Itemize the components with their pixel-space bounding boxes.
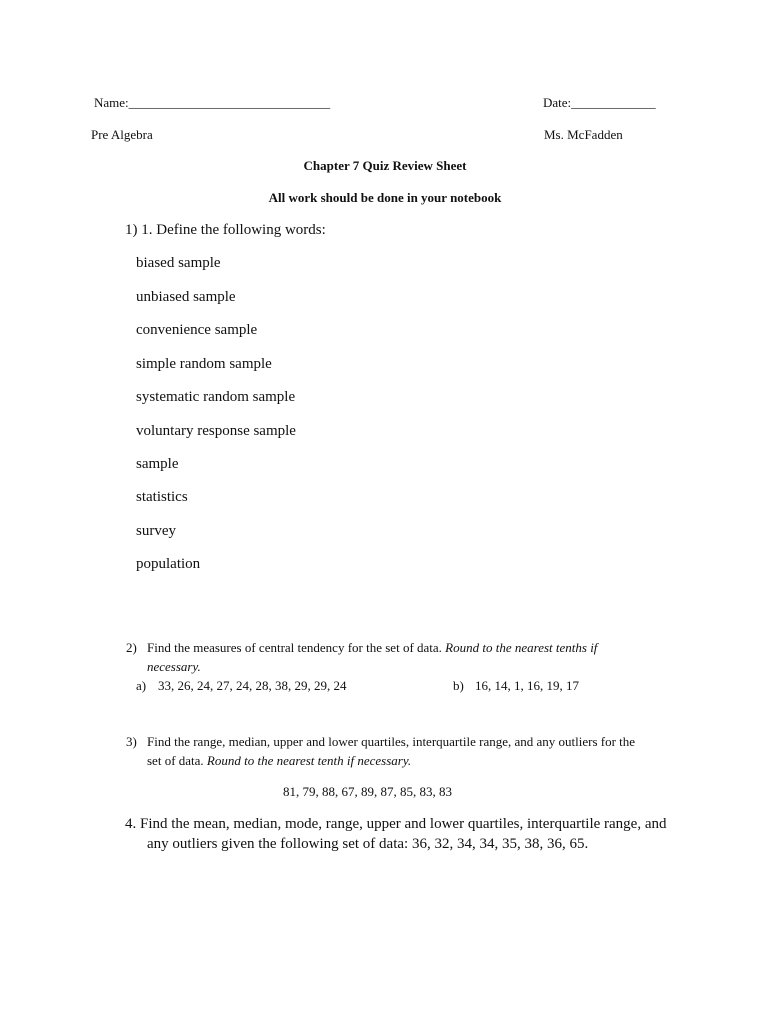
vocab-word: convenience sample xyxy=(136,322,258,338)
question-2b-data: 16, 14, 1, 16, 19, 17 xyxy=(475,678,579,693)
teacher-name: Ms. McFadden xyxy=(544,127,623,142)
vocab-word: simple random sample xyxy=(136,356,272,372)
question-3-text-continued: set of data. xyxy=(147,753,204,768)
vocab-word: sample xyxy=(136,456,179,472)
question-3-number: 3) xyxy=(126,734,137,749)
question-3-line2 xyxy=(147,754,411,767)
vocab-word: voluntary response sample xyxy=(136,423,296,439)
question-2-number: 2) xyxy=(126,640,137,655)
question-2a-data: 33, 26, 24, 27, 24, 28, 38, 29, 29, 24 xyxy=(158,678,347,693)
question-4-text-continued: any outliers given the following set of data: 36, 32, 34, 34, 35, 38, 36, 65. xyxy=(147,836,589,852)
question-3-text: Find the range, median, upper and lower quartiles, interquartile range, and any outliers for the xyxy=(147,734,636,749)
vocab-word: statistics xyxy=(136,489,188,505)
date-field-label: Date:_____________ xyxy=(543,95,656,110)
vocab-word: survey xyxy=(136,523,176,539)
question-2a-label: a) xyxy=(136,678,147,693)
question-3-data: 81, 79, 88, 67, 89, 87, 85, 83, 83 xyxy=(283,784,452,799)
course-name: Pre Algebra xyxy=(91,127,153,142)
name-field-label: Name:_______________________________ xyxy=(94,95,331,110)
vocab-word: unbiased sample xyxy=(136,289,236,305)
question-4-text: 4. Find the mean, median, mode, range, upper and lower quartiles, interquartile range, and xyxy=(125,816,667,832)
document-title: Chapter 7 Quiz Review Sheet xyxy=(303,158,467,173)
vocab-word: biased sample xyxy=(136,255,221,271)
document-subtitle: All work should be done in your notebook xyxy=(268,190,502,205)
question-2-text: Find the measures of central tendency for the set of data. xyxy=(147,640,442,655)
vocab-word: systematic random sample xyxy=(136,389,296,405)
question-2-note: Round to the nearest tenths if xyxy=(445,640,598,655)
question-2-note-continued: necessary. xyxy=(147,659,201,674)
question-2-line1 xyxy=(147,641,597,654)
question-3-note: Round to the nearest tenth if necessary. xyxy=(206,753,412,768)
vocab-word: population xyxy=(136,556,201,572)
question-2b-label: b) xyxy=(453,678,464,693)
question-1-prompt: 1) 1. Define the following words: xyxy=(125,222,326,238)
